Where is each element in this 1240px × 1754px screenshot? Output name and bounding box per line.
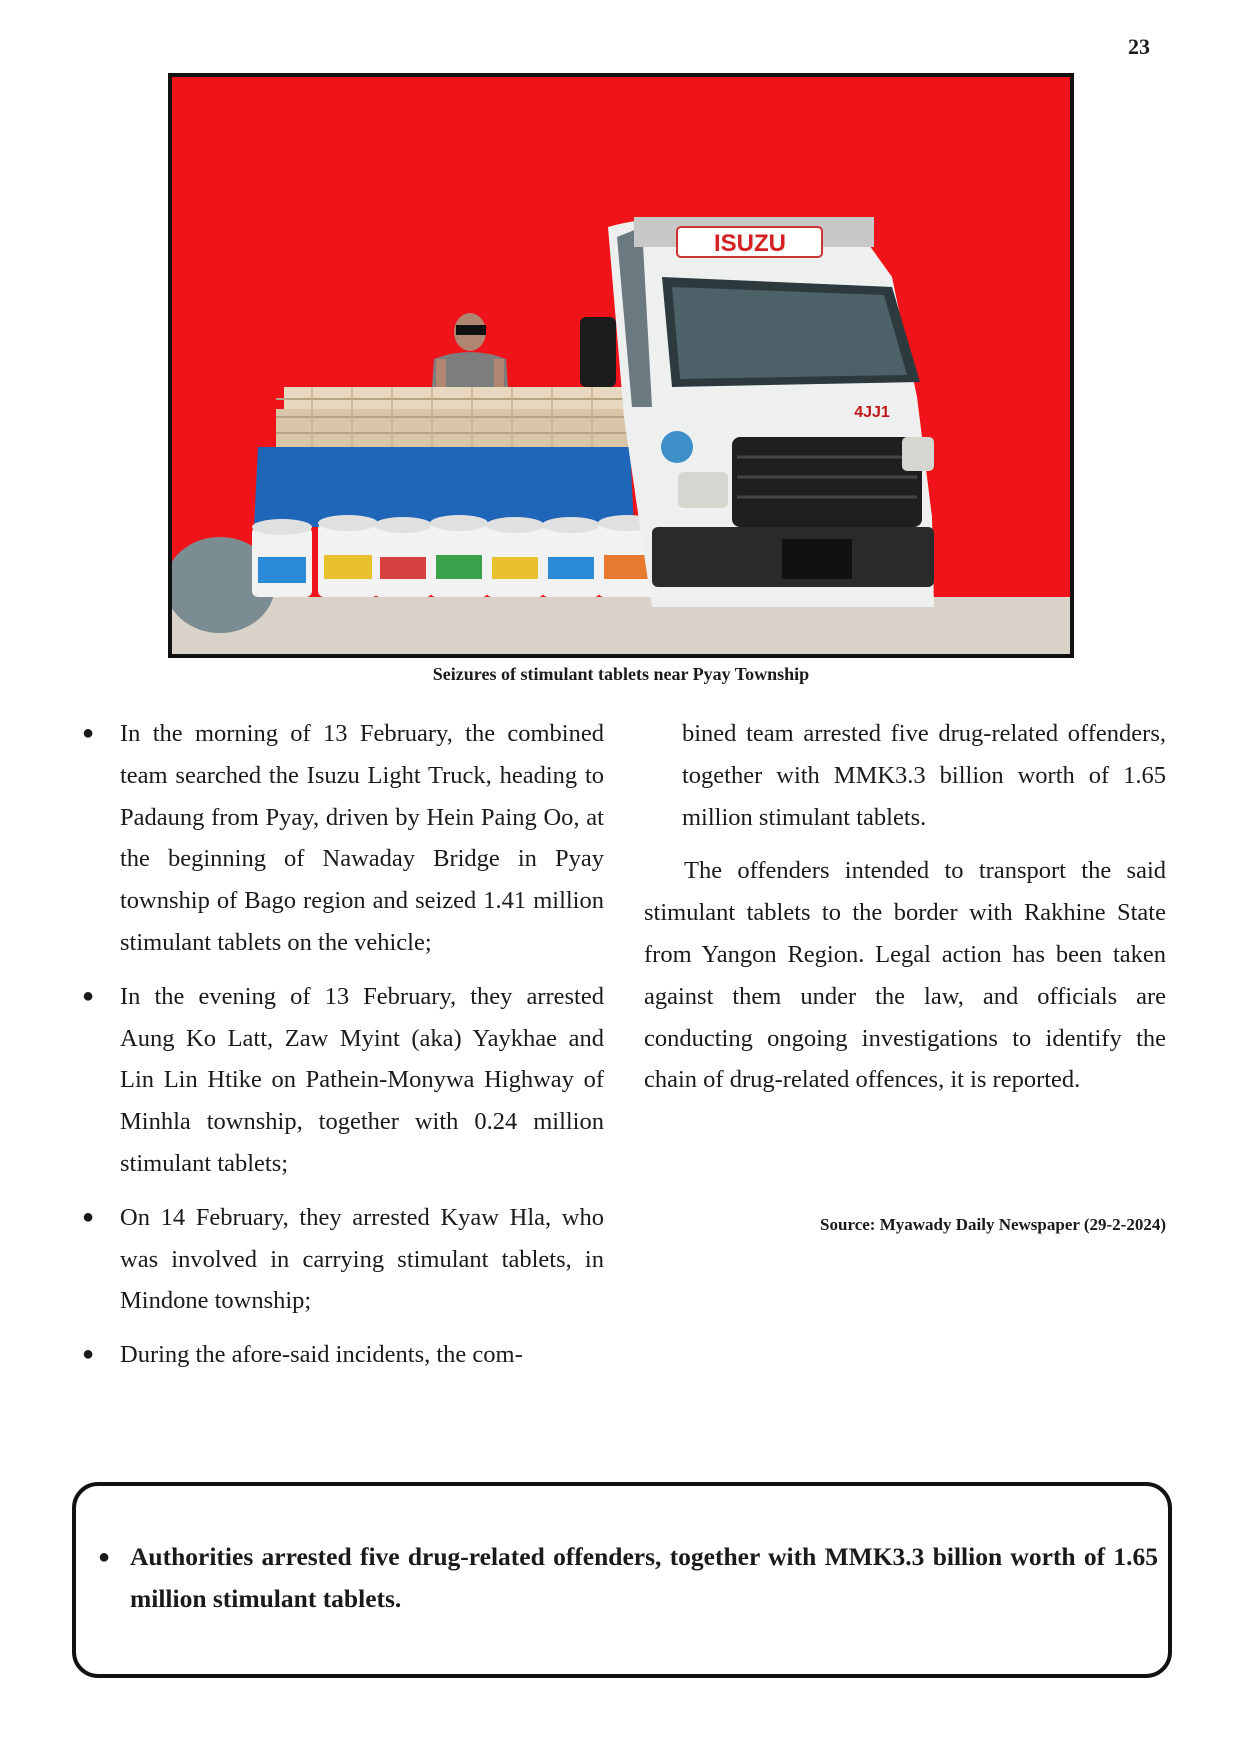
truck-engine-badge: 4JJ1 [854,404,890,421]
photo-caption: Seizures of stimulant tablets near Pyay Township [432,664,810,684]
page-number: 23 [1128,34,1150,59]
bullet-text: In the evening of 13 February, they arrested Aung Ko Latt, Zaw Myint (aka) Yaykhae and Lin Lin Htike on Pathein-Monywa Highway of Minhla township, together with 0.24 million stimulant tablets; [120,982,604,1177]
bullet-icon: ● [82,1343,95,1366]
left-column [82,713,604,1388]
incident-list [82,713,604,1376]
bullet-text: In the morning of 13 February, the combined team searched the Isuzu Light Truck, heading to Padaung from Pyay, driven by Hein Paing Oo, at the beginning of Nawaday Bridge in Pyay township of Bago region and seized 1.41 million stimulant tablets on the vehicle; [120,720,604,956]
summary-box [72,1482,1172,1678]
bullet-icon: ● [98,1546,111,1568]
source-citation: Source: Myawady Daily Newspaper (29-2-2024) [820,1215,1166,1234]
bullet-continuation: bined team arrested five drug-related offenders, together with MMK3.3 billion worth of 1.65 million stimulant tablets. [682,720,1166,831]
list-item [82,1197,604,1322]
closing-paragraph: The offenders intended to transport the said stimulant tablets to the border with Rakhine State from Yangon Region. Legal action has been taken against them under the law, and officials are conducting ongoing investigations to identify the chain of drug-related offences, it is reported. [644,857,1166,1094]
summary-text: Authorities arrested five drug-related offenders, together with MMK3.3 billion worth of 1.65 million stimulant tablets. [130,1542,1158,1613]
seizure-photo [168,73,1074,658]
bullet-text: On 14 February, they arrested Kyaw Hla, who was involved in carrying stimulant tablets, in Mindone township; [120,1203,604,1315]
bullet-icon: ● [82,1205,95,1228]
list-item [82,713,604,964]
blue-table [254,447,634,527]
truck-brand-logo: ISUZU [714,230,786,257]
bullet-icon: ● [82,984,95,1007]
summary-item [90,1536,1158,1620]
bullet-text: During the afore-said incidents, the com- [120,1341,523,1369]
tablet-stacks [276,387,630,449]
list-item [82,976,604,1185]
bullet-icon: ● [82,722,95,744]
seizure-photo-illustration [172,77,1070,654]
list-item [82,1334,604,1376]
right-column [644,713,1166,1101]
